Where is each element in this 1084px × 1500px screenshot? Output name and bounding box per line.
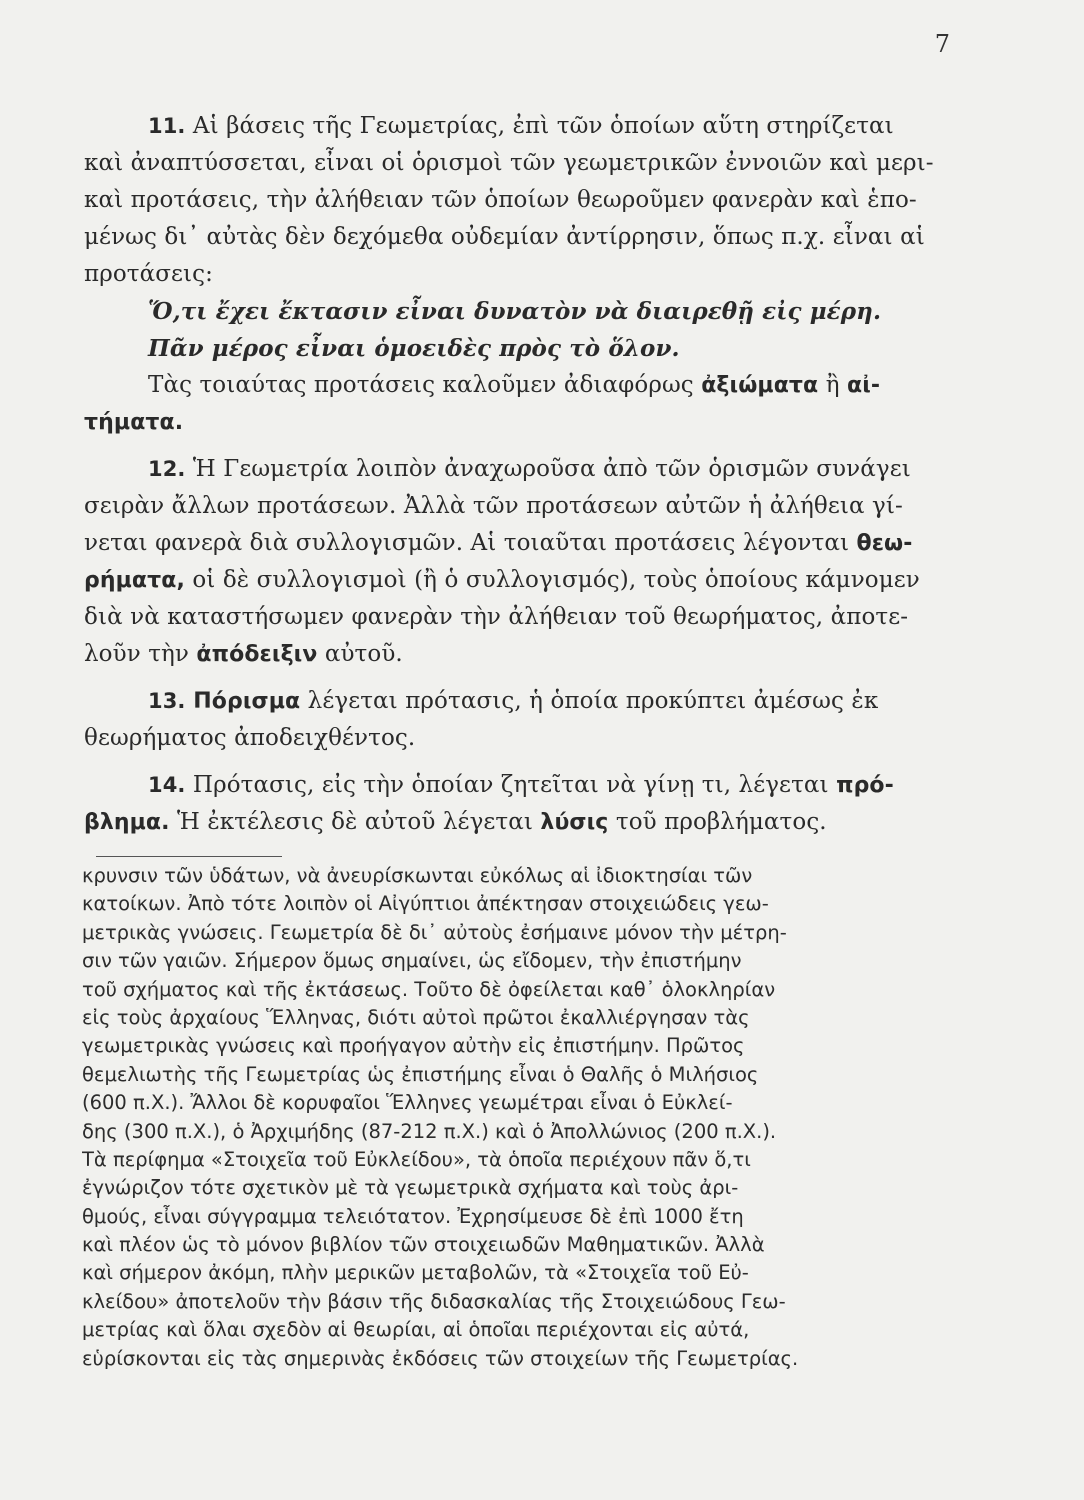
term-axiomata: ἀξιώματα xyxy=(701,373,819,398)
term-aitimata-part: αἰ- xyxy=(846,373,881,398)
footnote-line: κλείδου» ἀποτελοῦν τὴν βάσιν τῆς διδασκαλίας τῆς Στοιχειώδους Γεω- xyxy=(82,1289,786,1313)
term-theorimata-part: θεω- xyxy=(856,531,913,556)
text-span: λοῦν τὴν xyxy=(84,641,197,667)
footnote-line: (600 π.Χ.). Ἄλλοι δὲ κορυφαῖοι Ἕλληνες γεωμέτραι εἶναι ὁ Εὐκλεί- xyxy=(82,1091,733,1115)
text-span: λέγεται πρότασις, ἡ ὁποία προκύπτει ἀμέσως ἐκ xyxy=(300,688,879,714)
footnote-line: γεωμετρικὰς γνώσεις καὶ προήγαγον αὐτὴν εἰς ἐπιστήμην. Πρῶτος xyxy=(82,1034,745,1058)
paragraph-11-line-1 xyxy=(84,108,964,145)
section-number-11: 11. xyxy=(148,114,186,138)
text-span: Τὰς τοιαύτας προτάσεις καλοῦμεν ἀδιαφόρως xyxy=(148,372,702,398)
term-lysis: λύσις xyxy=(540,810,609,835)
footnote xyxy=(82,862,982,1373)
text-span: ἢ xyxy=(818,372,847,398)
paragraph-12-line-4 xyxy=(84,562,964,599)
section-number-14: 14. xyxy=(148,773,186,797)
footnote-line: θμούς, εἶναι σύγγραμμα τελειότατον. Ἐχρησίμευσε δὲ ἐπὶ 1000 ἔτη xyxy=(82,1204,744,1228)
text-span: αὐτοῦ. xyxy=(317,641,403,667)
term-apodeixis: ἀπόδειξιν xyxy=(196,642,318,667)
footnote-line: σιν τῶν γαιῶν. Σήμερον ὅμως σημαίνει, ὡς εἴδομεν, τὴν ἐπιστήμην xyxy=(82,949,742,973)
footnote-line: καὶ σήμερον ἀκόμη, πλὴν μερικῶν μεταβολῶν, τὰ «Στοιχεῖα τοῦ Εὐ- xyxy=(82,1261,749,1285)
paragraph-11-line-3: καὶ προτάσεις, τὴν ἀλήθειαν τῶν ὁποίων θεωροῦμεν φανερὰν καὶ ἑπο- xyxy=(84,187,917,213)
section-number-12: 12. xyxy=(148,457,186,481)
term-theorimata-end: ρήματα, xyxy=(84,568,185,593)
axiom-1: Ὅ,τι ἔχει ἔκτασιν εἶναι δυνατὸν νὰ διαιρεθῇ εἰς μέρη. xyxy=(148,298,882,325)
paragraph-14-line-1 xyxy=(84,767,964,804)
text-span: τοῦ προβλήματος. xyxy=(608,809,827,835)
footnote-divider xyxy=(96,856,282,857)
text-span: Πρότασις, εἰς τὴν ὁποίαν ζητεῖται νὰ γίνῃ τι, λέγεται xyxy=(185,772,837,798)
paragraph-11-line-5: προτάσεις: xyxy=(84,261,214,287)
footnote-line: Τὰ περίφημα «Στοιχεῖα τοῦ Εὐκλείδου», τὰ ὁποῖα περιέχουν πᾶν ὅ,τι xyxy=(82,1147,751,1171)
main-text xyxy=(84,108,964,841)
footnote-line: εἰς τοὺς ἀρχαίους Ἕλληνας, διότι αὐτοὶ πρῶτοι ἐκαλλιέργησαν τὰς xyxy=(82,1005,750,1029)
paragraph-12-line-6 xyxy=(84,636,964,673)
paragraph-11-line-6 xyxy=(84,367,964,404)
paragraph-11-line-2: καὶ ἀναπτύσσεται, εἶναι οἱ ὁρισμοὶ τῶν γεωμετρικῶν ἐννοιῶν καὶ μερι- xyxy=(84,150,934,176)
text-span: οἱ δὲ συλλογισμοὶ (ἢ ὁ συλλογισμός), τοὺς ὁποίους κάμνομεν xyxy=(184,567,920,593)
footnote-line: μετρίας καὶ ὅλαι σχεδὸν αἱ θεωρίαι, αἱ ὁποῖαι περιέχονται εἰς αὐτά, xyxy=(82,1318,750,1342)
section-number-13: 13. xyxy=(148,689,186,713)
text-span: νεται φανερὰ διὰ συλλογισμῶν. Αἱ τοιαῦται προτάσεις λέγονται xyxy=(84,530,857,556)
footnote-line: μετρικὰς γνώσεις. Γεωμετρία δὲ δι᾽ αὐτοὺς ἐσήμαινε μόνον τὴν μέτρη- xyxy=(82,920,787,944)
term-porisma: Πόρισμα xyxy=(185,689,301,714)
page-number: 7 xyxy=(934,30,950,58)
paragraph-13-line-1 xyxy=(84,683,964,720)
footnote-line: ἐγνώριζον τότε σχετικὸν μὲ τὰ γεωμετρικὰ σχήματα καὶ τοὺς ἀρι- xyxy=(82,1176,739,1200)
paragraph-12-line-3 xyxy=(84,525,964,562)
paragraph-13-line-2: θεωρήματος ἀποδειχθέντος. xyxy=(84,725,416,751)
paragraph-11-line-4: μένως δι᾽ αὐτὰς δὲν δεχόμεθα οὐδεμίαν ἀντίρρησιν, ὅπως π.χ. εἶναι αἱ xyxy=(84,224,925,250)
paragraph-11-line-7: τήματα. xyxy=(84,410,184,435)
footnote-line: θεμελιωτὴς τῆς Γεωμετρίας ὡς ἐπιστήμης εἶναι ὁ Θαλῆς ὁ Μιλήσιος xyxy=(82,1062,759,1086)
text-span: Ἡ Γεωμετρία λοιπὸν ἀναχωροῦσα ἀπὸ τῶν ὁρισμῶν συνάγει xyxy=(185,456,911,482)
footnote-line: τοῦ σχήματος καὶ τῆς ἐκτάσεως. Τοῦτο δὲ ὀφείλεται καθ᾽ ὁλοκληρίαν xyxy=(82,977,776,1001)
axiom-2: Πᾶν μέρος εἶναι ὁμοειδὲς πρὸς τὸ ὅλον. xyxy=(148,335,680,362)
paragraph-12-line-5: διὰ νὰ καταστήσωμεν φανερὰν τὴν ἀλήθειαν τοῦ θεωρήματος, ἀποτε- xyxy=(84,604,909,630)
footnote-line: εὑρίσκονται εἰς τὰς σημερινὰς ἐκδόσεις τῶν στοιχείων τῆς Γεωμετρίας. xyxy=(82,1346,799,1370)
footnote-line: καὶ πλέον ὡς τὸ μόνον βιβλίον τῶν στοιχειωδῶν Μαθηματικῶν. Ἀλλὰ xyxy=(82,1233,765,1257)
paragraph-12-line-2: σειρὰν ἄλλων προτάσεων. Ἀλλὰ τῶν προτάσεων αὐτῶν ἡ ἀλήθεια γί- xyxy=(84,493,903,519)
term-provlima-part: πρό- xyxy=(836,773,894,798)
footnote-line: δης (300 π.Χ.), ὁ Ἀρχιμήδης (87-212 π.Χ.) καὶ ὁ Ἀπολλώνιος (200 π.Χ.). xyxy=(82,1119,777,1143)
footnote-line: κρυνσιν τῶν ὑδάτων, νὰ ἀνευρίσκωνται εὐκόλως αἱ ἰδιοκτησίαι τῶν xyxy=(82,864,753,887)
footnote-line: κατοίκων. Ἀπὸ τότε λοιπὸν οἱ Αἰγύπτιοι ἀπέκτησαν στοιχειώδεις γεω- xyxy=(82,892,769,916)
term-provlima-end: βλημα. xyxy=(84,810,170,835)
paragraph-12-line-1 xyxy=(84,451,964,488)
text-span: Αἱ βάσεις τῆς Γεωμετρίας, ἐπὶ τῶν ὁποίων αὕτη στηρίζεται xyxy=(185,113,894,139)
text-span: Ἡ ἐκτέλεσις δὲ αὐτοῦ λέγεται xyxy=(169,809,541,835)
paragraph-14-line-2 xyxy=(84,804,964,841)
